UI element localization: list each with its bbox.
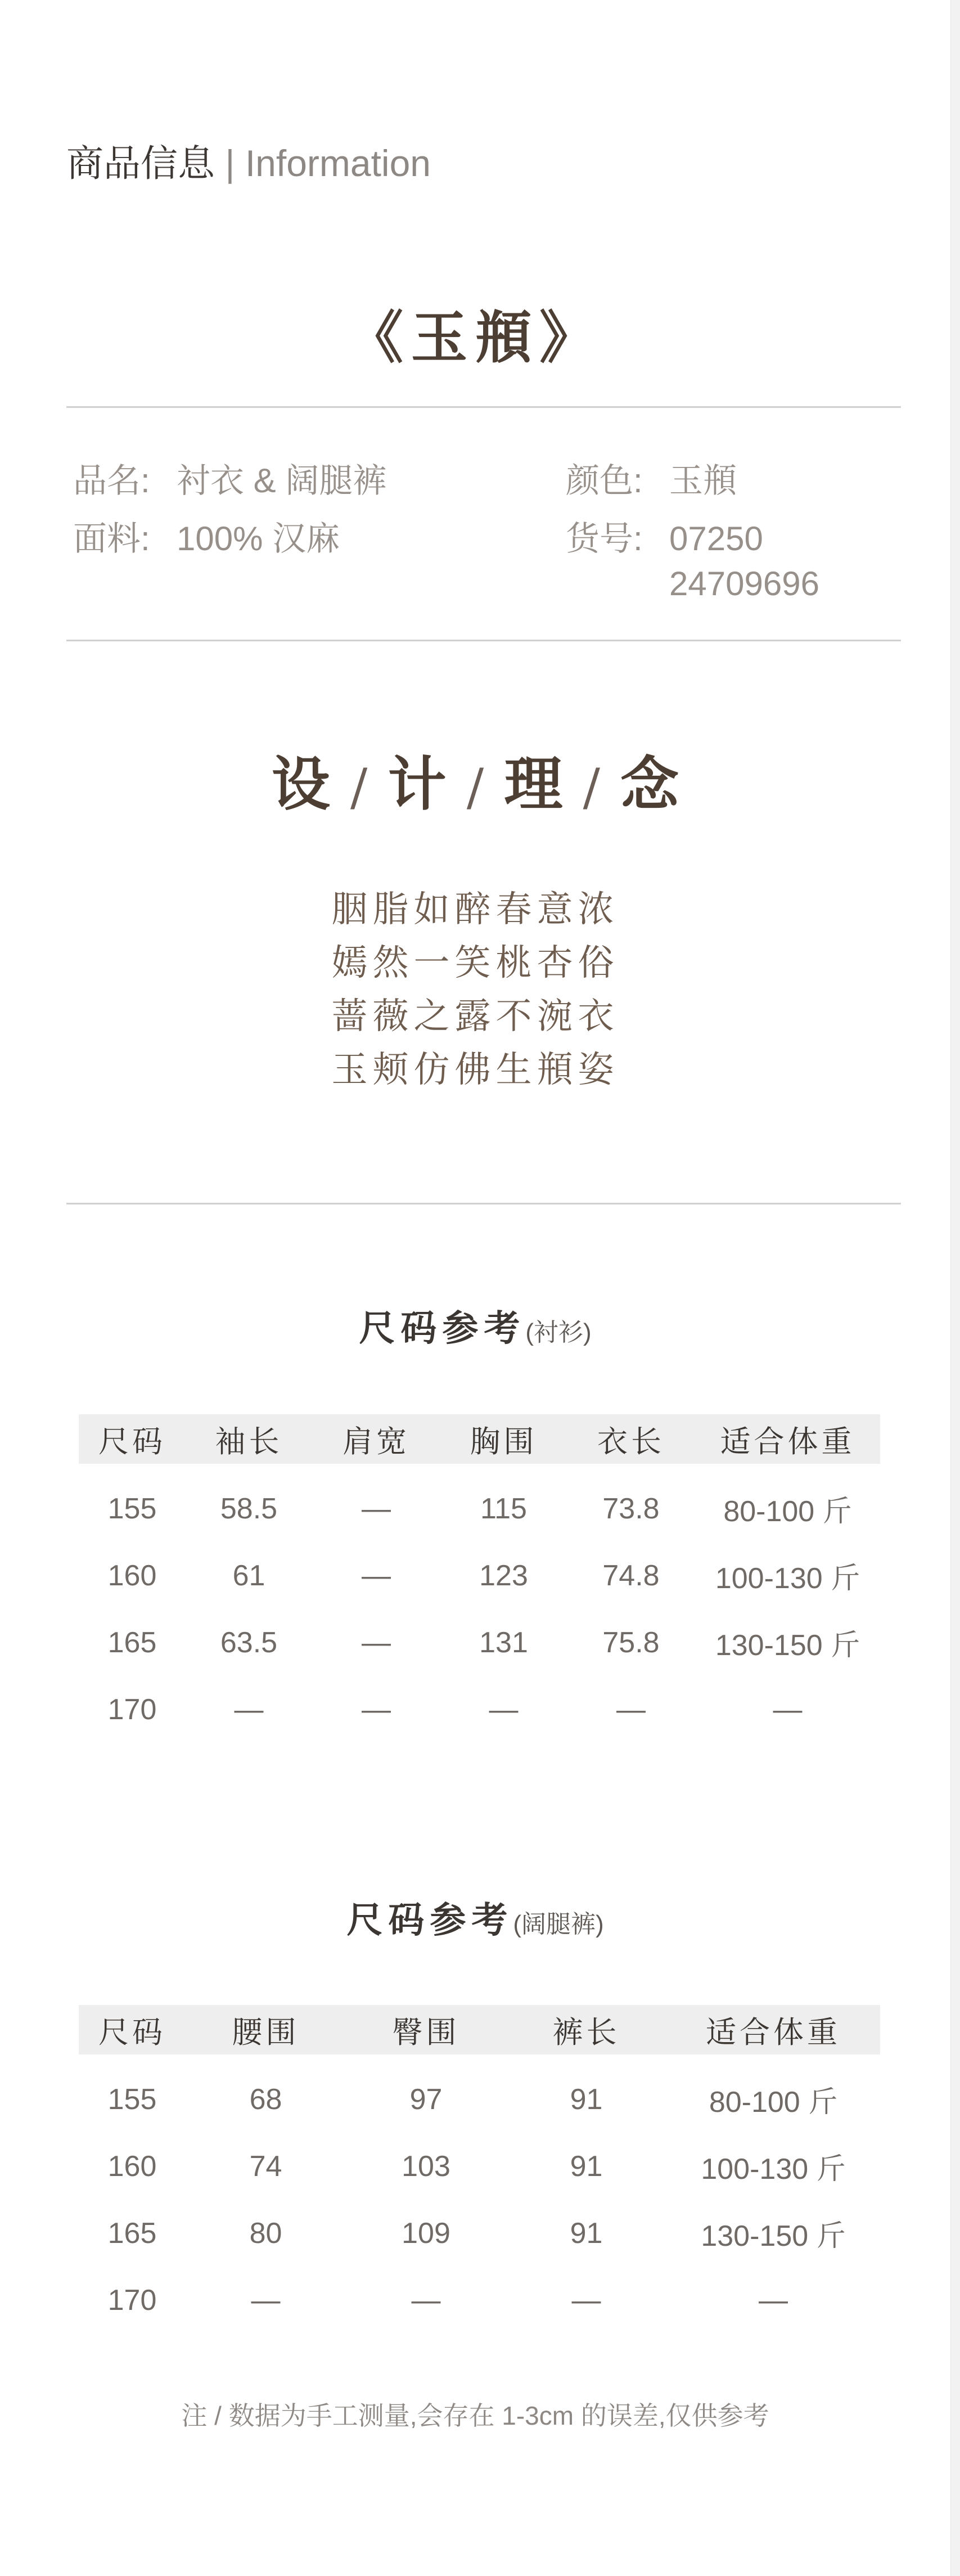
- table-cell: 100-130 斤: [715, 1562, 860, 1595]
- table-cell: —: [411, 2283, 441, 2317]
- sku-line-2: 24709696: [669, 565, 819, 603]
- page-right-edge: [950, 0, 960, 2576]
- table-cell: 73.8: [602, 1492, 660, 1525]
- table-cell: —: [773, 1693, 803, 1726]
- info-label: 品名:: [73, 462, 150, 500]
- info-sku: [566, 516, 819, 606]
- poem-line: 玉颊仿佛生頩姿: [331, 1049, 619, 1091]
- divider: [66, 640, 901, 641]
- info-value: 衬衣 & 阔腿裤: [177, 462, 387, 500]
- concept-char: 设: [271, 749, 330, 819]
- table-cell: 170: [107, 1693, 157, 1726]
- table-cell: 160: [107, 2150, 157, 2183]
- table-cell: —: [251, 2283, 281, 2317]
- info-value: 玉頩: [669, 462, 737, 500]
- concept-separator: /: [466, 758, 484, 817]
- column-header: 尺码: [79, 1414, 186, 1464]
- table-cell: 115: [480, 1492, 527, 1525]
- table-cell: 75.8: [602, 1626, 660, 1659]
- shirt-size-title: [0, 1300, 950, 1351]
- pants-size-table: [79, 2005, 880, 2334]
- table-cell: 165: [107, 2217, 157, 2250]
- header-title-cn: 商品信息: [66, 142, 215, 184]
- poem-line: 嫣然一笑桃杏俗: [331, 942, 619, 984]
- measurement-note: 注 / 数据为手工测量,会存在 1-3cm 的误差,仅供参考: [181, 2401, 769, 2430]
- table-cell: —: [759, 2283, 788, 2317]
- divider: [66, 1203, 901, 1204]
- column-header: 袖长: [186, 1414, 312, 1464]
- table-cell: 130-150 斤: [715, 1629, 860, 1662]
- concept-separator: /: [350, 758, 368, 817]
- table-cell: 74: [249, 2150, 282, 2183]
- product-title: 《玉頩》: [347, 304, 603, 371]
- table-cell: 91: [570, 2150, 603, 2183]
- table-cell: 80-100 斤: [709, 2086, 838, 2119]
- info-product-name: [73, 458, 386, 503]
- table-row: [79, 2054, 880, 2133]
- poem-line: 蔷薇之露不涴衣: [331, 996, 619, 1037]
- table-cell: —: [571, 2283, 601, 2317]
- info-label: 货号:: [566, 520, 643, 558]
- size-title-text: 尺码参考: [359, 1308, 526, 1348]
- table-cell: —: [362, 1559, 391, 1592]
- table-cell: 91: [570, 2217, 603, 2250]
- table-cell: 103: [402, 2150, 450, 2183]
- concept-separator: /: [583, 758, 600, 817]
- table-header-row: [79, 2005, 880, 2054]
- table-cell: 170: [107, 2283, 157, 2317]
- shirt-size-table: [79, 1414, 880, 1743]
- table-cell: —: [362, 1492, 391, 1525]
- info-label: 面料:: [73, 520, 150, 558]
- pants-size-title: [0, 1891, 950, 1943]
- section-header: [66, 141, 431, 186]
- sku-line-1: 07250: [669, 520, 763, 558]
- column-header: 衣长: [567, 1414, 695, 1464]
- table-row: [79, 2133, 880, 2200]
- info-fabric: [73, 516, 340, 561]
- table-cell: 123: [479, 1559, 528, 1592]
- column-header: 腰围: [186, 2005, 346, 2054]
- size-title-subtitle: (衬衫): [525, 1319, 592, 1346]
- header-separator: |: [225, 142, 235, 184]
- table-cell: 130-150 斤: [701, 2220, 846, 2253]
- table-cell: 63.5: [220, 1626, 278, 1659]
- info-label: 颜色:: [566, 462, 643, 500]
- table-cell: 97: [409, 2083, 443, 2116]
- design-concept-title: [0, 737, 950, 821]
- table-cell: 155: [107, 2083, 157, 2116]
- table-row: [79, 1609, 880, 1676]
- table-row: [79, 2267, 880, 2334]
- table-cell: 91: [570, 2083, 603, 2116]
- info-value: 100% 汉麻: [177, 520, 340, 558]
- poem-line: 胭脂如醉春意浓: [331, 889, 619, 930]
- table-cell: 100-130 斤: [701, 2153, 846, 2186]
- header-title-en: Information: [245, 142, 431, 184]
- info-value: [669, 516, 819, 606]
- table-row: [79, 1542, 880, 1609]
- table-cell: 58.5: [220, 1492, 278, 1525]
- column-header: 肩宽: [312, 1414, 440, 1464]
- table-cell: —: [234, 1693, 264, 1726]
- table-cell: 74.8: [602, 1559, 660, 1592]
- table-cell: —: [362, 1626, 391, 1659]
- table-cell: 131: [479, 1626, 528, 1659]
- table-cell: 80-100 斤: [723, 1495, 852, 1528]
- concept-char: 念: [620, 749, 679, 819]
- size-title-text: 尺码参考: [346, 1900, 513, 1940]
- table-cell: 109: [402, 2217, 450, 2250]
- table-header-row: [79, 1414, 880, 1464]
- column-header: 臀围: [346, 2005, 506, 2054]
- table-cell: —: [616, 1693, 646, 1726]
- table-row: [79, 1676, 880, 1743]
- table-cell: 61: [232, 1559, 265, 1592]
- table-cell: 68: [249, 2083, 282, 2116]
- table-cell: 155: [107, 1492, 157, 1525]
- table-cell: —: [362, 1693, 391, 1726]
- size-title-subtitle: (阔腿裤): [513, 1910, 604, 1938]
- table-cell: 80: [249, 2217, 282, 2250]
- concept-char: 理: [504, 749, 563, 819]
- column-header: 尺码: [79, 2005, 186, 2054]
- table-row: [79, 2200, 880, 2267]
- info-color: [566, 458, 737, 503]
- table-cell: —: [489, 1693, 519, 1726]
- table-cell: 160: [107, 1559, 157, 1592]
- column-header: 胸围: [440, 1414, 567, 1464]
- column-header: 适合体重: [695, 1414, 880, 1464]
- design-poem: [0, 883, 950, 1097]
- table-cell: 165: [107, 1626, 157, 1659]
- divider: [66, 406, 901, 408]
- concept-char: 计: [387, 749, 447, 819]
- column-header: 适合体重: [666, 2005, 880, 2054]
- table-row: [79, 1464, 880, 1542]
- column-header: 裤长: [506, 2005, 666, 2054]
